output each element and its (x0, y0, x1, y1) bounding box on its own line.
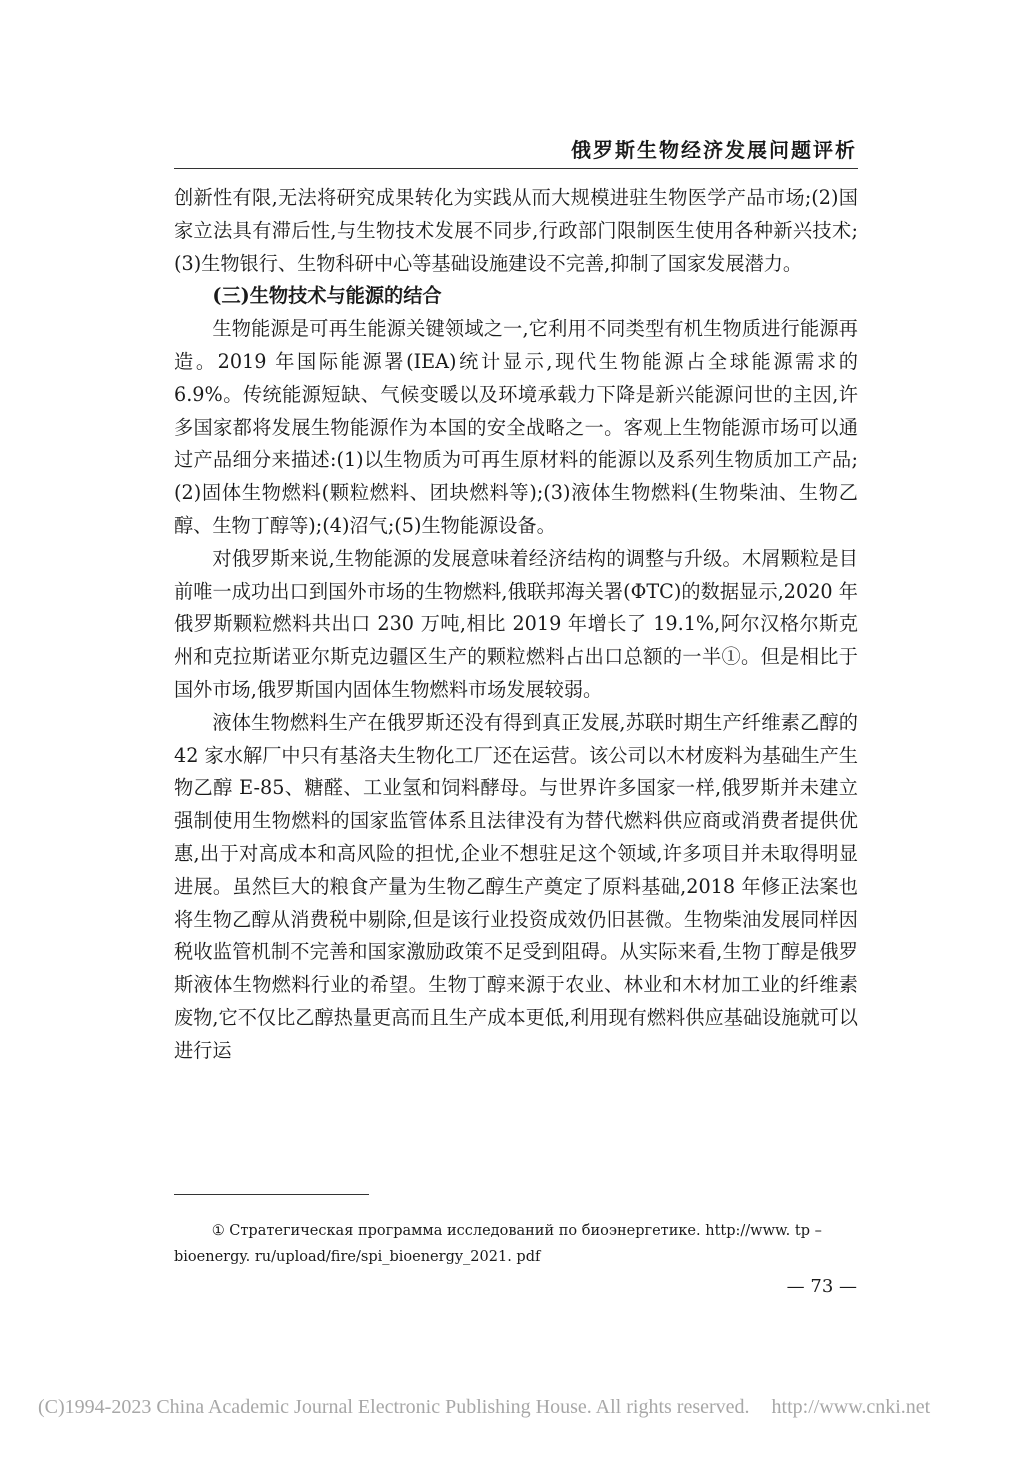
footnote (174, 1218, 858, 1270)
paragraph: 对俄罗斯来说,生物能源的发展意味着经济结构的调整与升级。木屑颗粒是目前唯一成功出口到国外市场的生物燃料,俄联邦海关署(ΦTC)的数据显示,2020 年俄罗斯颗粒燃料共出口 230 万吨,相比 2019 年增长了 19.1%,阿尔汉格尔斯克州和克拉斯诺亚尔斯克边疆区生产的颗粒燃料占出口总额的一半①。但是相比于国外市场,俄罗斯国内固体生物燃料市场发展较弱。 (174, 546, 858, 701)
paragraph: 生物能源是可再生能源关键领域之一,它利用不同类型有机生物质进行能源再造。2019 年国际能源署(IEA)统计显示,现代生物能源占全球能源需求的 6.9%。传统能源短缺、气候变暖以及环境承载力下降是新兴能源问世的主因,许多国家都将发展生物能源作为本国的安全战略之一。客观上生物能源市场可以通过产品细分来描述:(1)以生物质为可再生原材料的能源以及系列生物质加工产品;(2)固体生物燃料(颗粒燃料、团块燃料等);(3)液体生物燃料(生物柴油、生物乙醇、生物丁醇等);(4)沼气;(5)生物能源设备。 (174, 317, 858, 537)
header-rule (174, 168, 858, 169)
watermark-copyright: (C)1994-2023 China Academic Journal Electronic Publishing House. All rights reserved. (38, 1396, 750, 1418)
footnote-line: ① Стратегическая программа исследований по биоэнергетике. http://www. tp – (211, 1223, 822, 1239)
running-head: 俄罗斯生物经济发展问题评析 (571, 138, 857, 162)
body-text (174, 182, 858, 1068)
page-number: — 73 — (786, 1276, 857, 1297)
paragraph: 液体生物燃料生产在俄罗斯还没有得到真正发展,苏联时期生产纤维素乙醇的 42 家水解厂中只有基洛夫生物化工厂还在运营。该公司以木材废料为基础生产生物乙醇 E-85、糖醛、工业氢和饲料酵母。与世界许多国家一样,俄罗斯并未建立强制使用生物燃料的国家监管体系且法律没有为替代燃料供应商或消费者提供优惠,出于对高成本和高风险的担忧,企业不想驻足这个领域,许多项目并未取得明显进展。虽然巨大的粮食产量为生物乙醇生产奠定了原料基础,2018 年修正法案也将生物乙醇从消费税中剔除,但是该行业投资成效仍旧甚微。生物柴油发展同样因税收监管机制不完善和国家激励政策不足受到阻碍。从实际来看,生物丁醇是俄罗斯液体生物燃料行业的希望。生物丁醇来源于农业、林业和木材加工业的纤维素废物,它不仅比乙醇热量更高而且生产成本更低,利用现有燃料供应基础设施就可以进行运 (174, 710, 858, 1062)
footnote-rule (174, 1194, 369, 1195)
footnote-link[interactable]: bioenergy. ru/upload/fire/spi_bioenergy_2021. pdf (174, 1249, 541, 1265)
watermark-url[interactable]: http://www.cnki.net (771, 1396, 931, 1418)
paragraph-continuation: 创新性有限,无法将研究成果转化为实践从而大规模进驻生物医学产品市场;(2)国家立法具有滞后性,与生物技术发展不同步,行政部门限制医生使用各种新兴技术;(3)生物银行、生物科研中心等基础设施建设不完善,抑制了国家发展潜力。 (174, 186, 858, 275)
section-heading: (三)生物技术与能源的结合 (212, 284, 442, 308)
copyright-watermark (38, 1396, 998, 1419)
